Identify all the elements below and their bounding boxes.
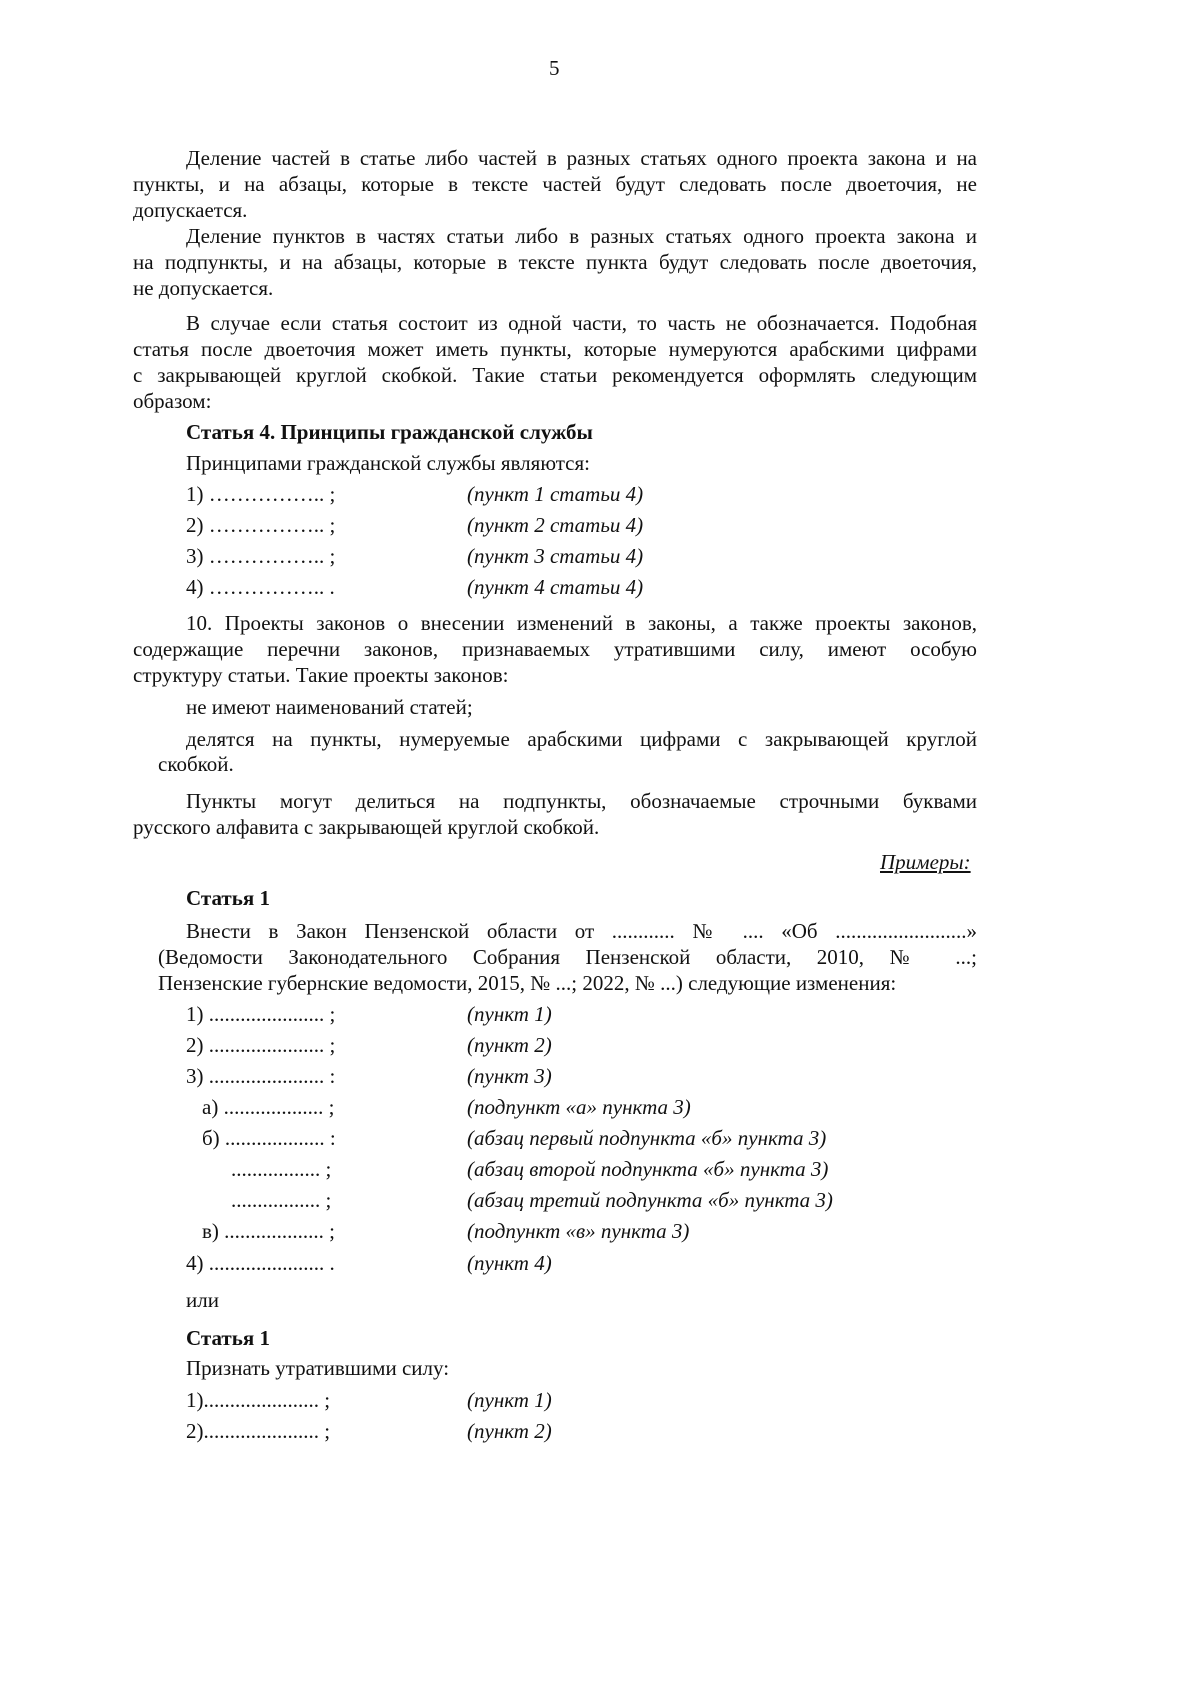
article-heading: Статья 1: [186, 886, 270, 910]
list-item: ................. ;: [231, 1188, 332, 1212]
text-line: структуру статьи. Такие проекты законов:: [133, 663, 509, 687]
list-item: 1) ...................... ;: [186, 1002, 336, 1026]
article-heading: Статья 1: [186, 1326, 270, 1350]
text-line: статья после двоеточия может иметь пункты, которые нумеруются арабскими цифрами: [133, 337, 977, 361]
list-item: а) ................... ;: [202, 1095, 335, 1119]
text-line: В случае если статья состоит из одной части, то часть не обозначается. Подобная: [186, 311, 977, 335]
list-item-note: (абзац первый подпункта «б» пункта 3): [467, 1126, 827, 1150]
list-item: 4) ...................... .: [186, 1251, 335, 1275]
text-line: не допускается.: [133, 276, 274, 300]
list-item-note: (пункт 1): [467, 1002, 552, 1026]
text-line: содержащие перечни законов, признаваемых утратившими силу, имеют особую: [133, 637, 977, 661]
article-heading: Статья 4. Принципы гражданской службы: [186, 420, 593, 444]
page-number: 5: [549, 56, 560, 80]
list-item: 2) …………….. ;: [186, 513, 336, 537]
list-item: 2)...................... ;: [186, 1419, 331, 1443]
list-item: 3) …………….. ;: [186, 544, 336, 568]
list-item-note: (абзац третий подпункта «б» пункта 3): [467, 1188, 833, 1212]
text-line: Пункты могут делиться на подпункты, обозначаемые строчными буквами: [186, 789, 977, 813]
or-label: или: [186, 1288, 219, 1312]
text-line: 10. Проекты законов о внесении изменений в законы, а также проекты законов,: [186, 611, 977, 635]
list-item-note: (абзац второй подпункта «б» пункта 3): [467, 1157, 829, 1181]
list-item: 1)...................... ;: [186, 1388, 331, 1412]
list-item-note: (пункт 3): [467, 1064, 552, 1088]
text-line: Деление частей в статье либо частей в разных статьях одного проекта закона и на: [186, 146, 977, 170]
list-item-note: (пункт 1 статьи 4): [467, 482, 644, 506]
paragraph-no-names: не имеют наименований статей;: [186, 695, 473, 719]
list-item-note: (подпункт «а» пункта 3): [467, 1095, 691, 1119]
list-item-note: (пункт 2): [467, 1033, 552, 1057]
list-item-note: (пункт 4 статьи 4): [467, 575, 644, 599]
text-line: Внести в Закон Пензенской области от ............ № .... «Об .........................»: [186, 919, 977, 943]
article-intro: Принципами гражданской службы являются:: [186, 451, 590, 475]
text-line: делятся на пункты, нумеруемые арабскими цифрами с закрывающей круглой: [186, 727, 977, 751]
list-item: б) ................... :: [202, 1126, 336, 1150]
list-item-note: (пункт 2): [467, 1419, 552, 1443]
text-line: скобкой.: [158, 752, 234, 776]
list-item: 2) ...................... ;: [186, 1033, 336, 1057]
text-line: (Ведомости Законодательного Собрания Пензенской области, 2010, № ...;: [158, 945, 977, 969]
list-item: в) ................... ;: [202, 1219, 335, 1243]
list-item: ................. ;: [231, 1157, 332, 1181]
examples-label: Примеры:: [880, 850, 971, 874]
list-item: 4) …………….. .: [186, 575, 335, 599]
list-item-note: (пункт 1): [467, 1388, 552, 1412]
list-item: 3) ...................... :: [186, 1064, 336, 1088]
text-line: образом:: [133, 389, 212, 413]
text-line: русского алфавита с закрывающей круглой скобкой.: [133, 815, 600, 839]
text-line: Деление пунктов в частях статьи либо в разных статьях одного проекта закона и: [186, 224, 977, 248]
article-intro: Признать утратившими силу:: [186, 1356, 450, 1380]
list-item-note: (пункт 4): [467, 1251, 552, 1275]
text-line: на подпункты, и на абзацы, которые в тексте пункта будут следовать после двоеточия,: [133, 250, 977, 274]
text-line: Пензенские губернские ведомости, 2015, № ...; 2022, № ...) следующие изменения:: [158, 971, 897, 995]
text-line: допускается.: [133, 198, 248, 222]
list-item-note: (пункт 3 статьи 4): [467, 544, 644, 568]
list-item-note: (подпункт «в» пункта 3): [467, 1219, 690, 1243]
list-item: 1) …………….. ;: [186, 482, 336, 506]
list-item-note: (пункт 2 статьи 4): [467, 513, 644, 537]
text-line: пункты, и на абзацы, которые в тексте частей будут следовать после двоеточия, не: [133, 172, 977, 196]
text-line: с закрывающей круглой скобкой. Такие статьи рекомендуется оформлять следующим: [133, 363, 977, 387]
